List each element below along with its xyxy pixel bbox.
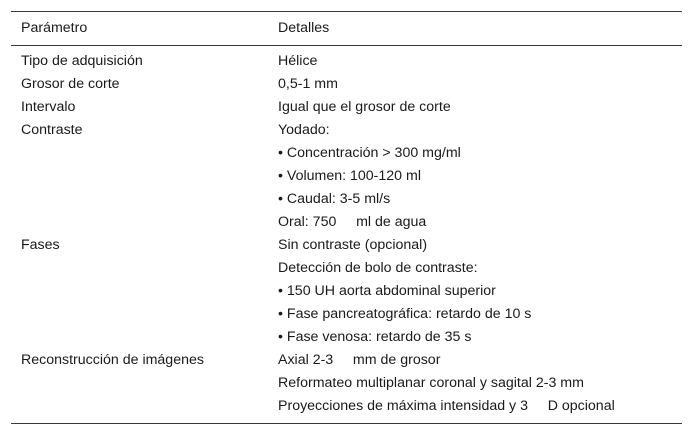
parameter-label: Grosor de corte	[21, 76, 120, 92]
detail-line: Reformateo multiplanar coronal y sagital 2-3 mm	[278, 375, 584, 391]
parameters-table	[11, 11, 682, 424]
detail-line: Igual que el grosor de corte	[278, 99, 451, 115]
parameter-label: Reconstrucción de imágenes	[21, 352, 204, 368]
detail-line: • 150 UH aorta abdominal superior	[278, 283, 496, 299]
detail-line: • Fase pancreatográfica: retardo de 10 s	[278, 306, 532, 322]
detail-line: • Caudal: 3-5 ml/s	[278, 191, 391, 207]
detail-line: Yodado:	[278, 122, 330, 138]
detail-line: • Concentración > 300 mg/ml	[278, 145, 461, 161]
detail-line: • Fase venosa: retardo de 35 s	[278, 329, 472, 345]
details-cell	[268, 96, 682, 119]
detail-line: Hélice	[278, 53, 318, 69]
details-cell	[268, 349, 682, 424]
table-body	[11, 46, 682, 424]
detail-line: Oral: 750 ml de agua	[278, 214, 427, 230]
details-cell	[268, 73, 682, 96]
table-header-row	[11, 12, 682, 46]
parameter-cell	[11, 119, 268, 234]
table-row	[11, 349, 682, 424]
detail-line: • Volumen: 100-120 ml	[278, 168, 421, 184]
table-row	[11, 234, 682, 349]
parameter-cell	[11, 234, 268, 349]
table-row	[11, 73, 682, 96]
parameter-cell	[11, 349, 268, 424]
table-row	[11, 46, 682, 74]
parameter-cell	[11, 96, 268, 119]
detail-line: Sin contraste (opcional)	[278, 237, 428, 253]
header-details: Detalles	[268, 12, 682, 46]
parameter-label: Tipo de adquisición	[21, 53, 143, 69]
details-cell	[268, 119, 682, 234]
table-row	[11, 96, 682, 119]
parameter-label: Intervalo	[21, 99, 76, 115]
parameter-cell	[11, 46, 268, 74]
parameter-label: Contraste	[21, 122, 83, 138]
detail-line: 0,5-1 mm	[278, 76, 338, 92]
parameter-label: Fases	[21, 237, 60, 253]
header-parameter: Parámetro	[11, 12, 268, 46]
detail-line: Proyecciones de máxima intensidad y 3 D opcional	[278, 398, 615, 414]
parameter-cell	[11, 73, 268, 96]
table-row	[11, 119, 682, 234]
parameters-table-container	[11, 11, 682, 424]
details-cell	[268, 46, 682, 74]
details-cell	[268, 234, 682, 349]
detail-line: Axial 2-3 mm de grosor	[278, 352, 441, 368]
detail-line: Detección de bolo de contraste:	[278, 260, 478, 276]
